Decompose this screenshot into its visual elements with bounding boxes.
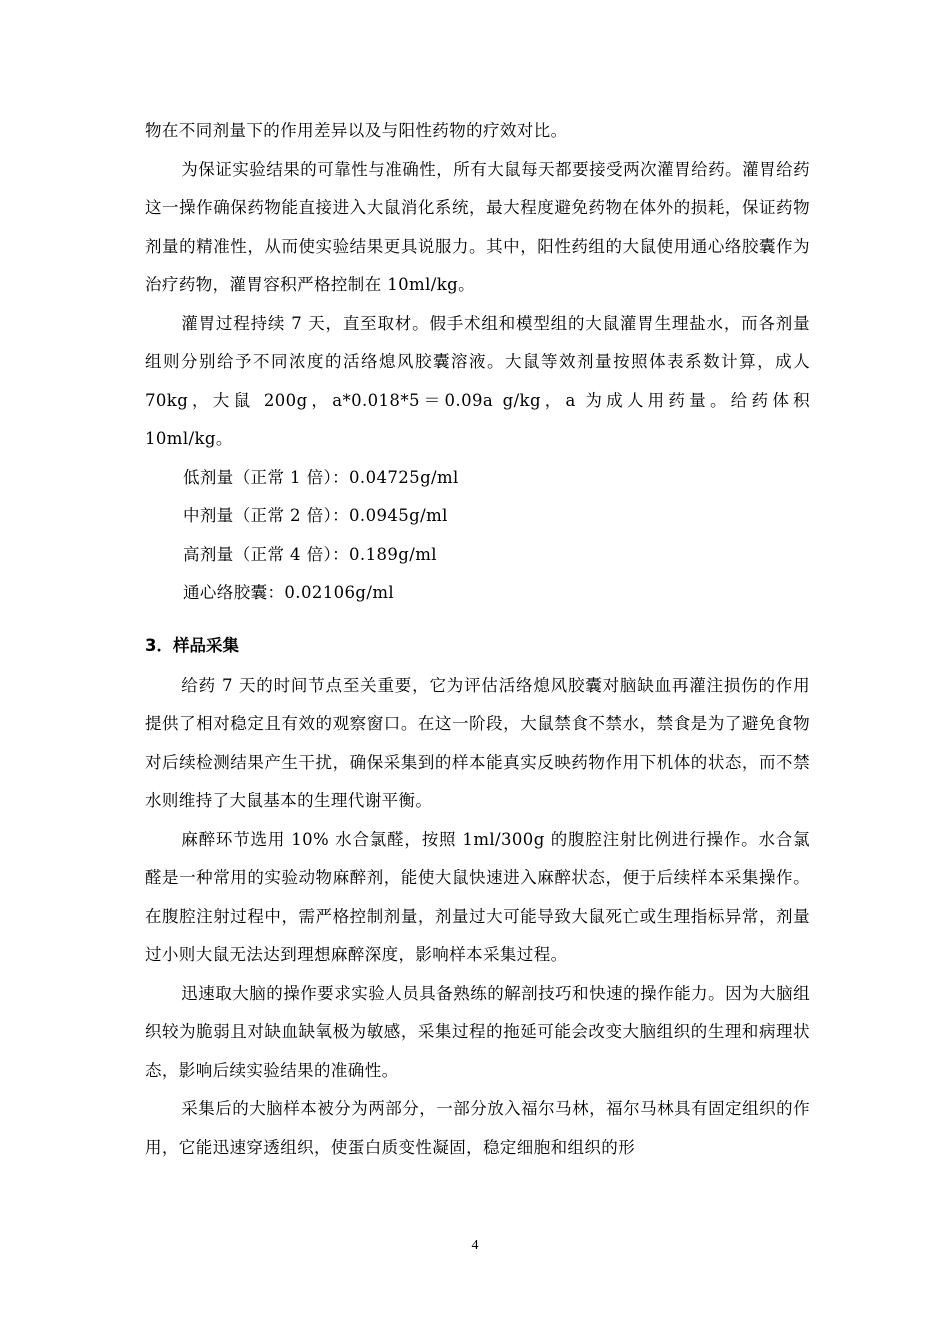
paragraph-gavage-duration: 灌胃过程持续 7 天，直至取材。假手术组和模型组的大鼠灌胃生理盐水，而各剂量组则分别给予不同浓度的活络熄风胶囊溶液。大鼠等效剂量按照体表系数计算，成人 70kg，大鼠 200g，a*0.018*5＝0.09a g/kg，a 为成人用药量。给药体积 10ml/kg。 [145, 313, 810, 448]
section-heading-sample-collection: 3．样品采集 [145, 635, 239, 655]
paragraph-anesthesia: 麻醉环节选用 10% 水合氯醛，按照 1ml/300g 的腹腔注射比例进行操作。水合氯醛是一种常用的实验动物麻醉剂，能使大鼠快速进入麻醉状态，便于后续样本采集操作。在腹腔注射过程中，需严格控制剂量，剂量过大可能导致大鼠死亡或生理指标异常，剂量过小则大鼠无法达到理想麻醉深度，影响样本采集过程。 [145, 829, 810, 964]
paragraph-continuation: 物在不同剂量下的作用差异以及与阳性药物的疗效对比。 [145, 121, 568, 140]
dose-item-medium: 中剂量（正常 2 倍）：0.0945g/ml [183, 506, 448, 525]
paragraph-gavage-reliability: 为保证实验结果的可靠性与准确性，所有大鼠每天都要接受两次灌胃给药。灌胃给药这一操作确保药物能直接进入大鼠消化系统，最大程度避免药物在体外的损耗，保证药物剂量的精准性，从而使实验结果更具说服力。其中，阳性药组的大鼠使用通心络胶囊作为治疗药物，灌胃容积严格控制在 10ml/kg。 [145, 159, 810, 294]
page-body [145, 112, 810, 1167]
dose-item-low: 低剂量（正常 1 倍）：0.04725g/ml [183, 467, 459, 487]
dose-item-tongxinluo: 通心络胶囊：0.02106g/ml [183, 583, 395, 602]
paragraph-brain-extraction: 迅速取大脑的操作要求实验人员具备熟练的解剖技巧和快速的操作能力。因为大脑组织较为脆弱且对缺血缺氧极为敏感，采集过程的拖延可能会改变大脑组织的生理和病理状态，影响后续实验结果的准确性。 [145, 983, 810, 1080]
page-number: 4 [471, 1238, 479, 1253]
paragraph-sample-division: 采集后的大脑样本被分为两部分，一部分放入福尔马林，福尔马林具有固定组织的作用，它能迅速穿透组织，使蛋白质变性凝固，稳定细胞和组织的形 [145, 1099, 810, 1157]
paragraph-observation-window: 给药 7 天的时间节点至关重要，它为评估活络熄风胶囊对脑缺血再灌注损伤的作用提供了相对稳定且有效的观察窗口。在这一阶段，大鼠禁食不禁水，禁食是为了避免食物对后续检测结果产生干扰，确保采集到的样本能真实反映药物作用下机体的状态，而不禁水则维持了大鼠基本的生理代谢平衡。 [145, 675, 810, 810]
dose-item-high: 高剂量（正常 4 倍）：0.189g/ml [183, 544, 437, 564]
dose-list [145, 459, 810, 613]
